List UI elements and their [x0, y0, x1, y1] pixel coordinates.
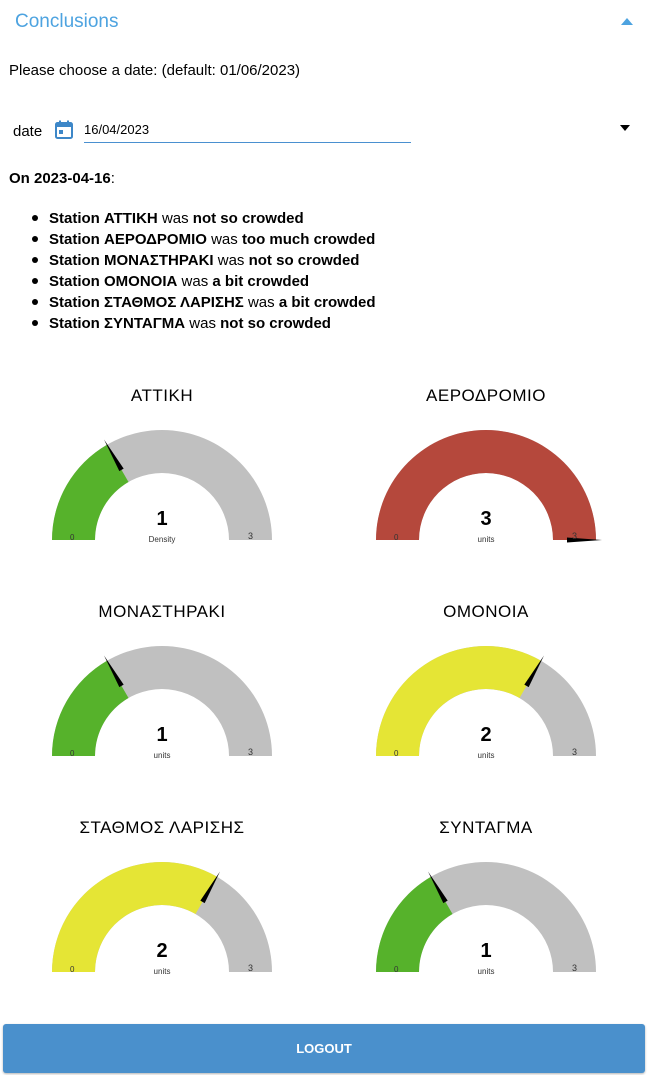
gauge-min: 0 [394, 749, 399, 758]
gauge-unit: units [153, 751, 171, 760]
gauge-unit: units [477, 535, 495, 544]
caret-down-icon[interactable] [620, 125, 630, 131]
gauge-title: ΣΥΝΤΑΓΜΑ [439, 818, 533, 837]
list-item: Station ΑΕΡΟΔΡΟΜΙΟ was too much crowded [49, 231, 376, 248]
gauge-monastiraki [52, 602, 332, 792]
gauge-max: 3 [572, 747, 578, 757]
gauge-unit: units [477, 967, 495, 976]
conclusions-panel-header[interactable] [0, 0, 649, 46]
date-input[interactable] [84, 116, 411, 143]
list-item: Station ΣΤΑΘΜΟΣ ΛΑΡΙΣΗΣ was a bit crowded [49, 294, 376, 311]
gauge-aerodromio [376, 386, 649, 576]
gauge-omonoia [376, 602, 649, 792]
gauge-title: ΣΤΑΘΜΟΣ ΛΑΡΙΣΗΣ [79, 818, 245, 837]
gauge-value: 1 [156, 508, 168, 530]
gauge-unit: Density [148, 535, 176, 544]
gauge-unit: units [477, 751, 495, 760]
gauge-value: 3 [480, 508, 492, 530]
gauge-title: ΑΕΡΟΔΡΟΜΙΟ [426, 386, 546, 405]
list-item: Station ΑΤΤΙΚΗ was not so crowded [49, 208, 376, 229]
panel-title: Conclusions [15, 11, 119, 32]
gauge-title: ΟΜΟΝΟΙΑ [443, 602, 529, 621]
gauge-value: 2 [480, 724, 492, 746]
gauge-max: 3 [248, 747, 254, 757]
gauge-stathmos-larisis [52, 818, 332, 1008]
gauge-value: 1 [480, 940, 492, 962]
gauge-syntagma [376, 818, 649, 1008]
gauge-min: 0 [394, 965, 399, 974]
gauge-min: 0 [70, 965, 75, 974]
logout-button[interactable]: LOGOUT [3, 1024, 645, 1073]
gauge-max: 3 [572, 531, 578, 541]
gauge-title: ΑΤΤΙΚΗ [130, 386, 194, 405]
calendar-icon[interactable] [54, 120, 74, 140]
gauge-min: 0 [394, 533, 399, 542]
date-prompt: Please choose a date: (default: 01/06/2023) [9, 62, 301, 79]
gauge-value: 2 [156, 940, 168, 962]
list-item: Station ΟΜΟΝΟΙΑ was a bit crowded [49, 271, 376, 292]
list-item: Station ΣΥΝΤΑΓΜΑ was not so crowded [49, 313, 376, 334]
summary-heading: On 2023-04-16: [9, 170, 115, 187]
gauge-unit: units [153, 967, 171, 976]
gauge-min: 0 [70, 749, 75, 758]
gauge-max: 3 [572, 963, 578, 973]
date-label: date [13, 123, 43, 140]
list-item: Station ΜΟΝΑΣΤΗΡΑΚΙ was not so crowded [49, 250, 376, 271]
station-status-list [49, 208, 376, 334]
gauge-value: 1 [156, 724, 168, 746]
gauge-max: 3 [248, 963, 254, 973]
gauge-min: 0 [70, 533, 75, 542]
gauge-title: ΜΟΝΑΣΤΗΡΑΚΙ [98, 602, 226, 621]
gauge-max: 3 [248, 531, 254, 541]
chevron-up-icon[interactable] [621, 18, 633, 25]
gauge-attiki [52, 386, 332, 576]
